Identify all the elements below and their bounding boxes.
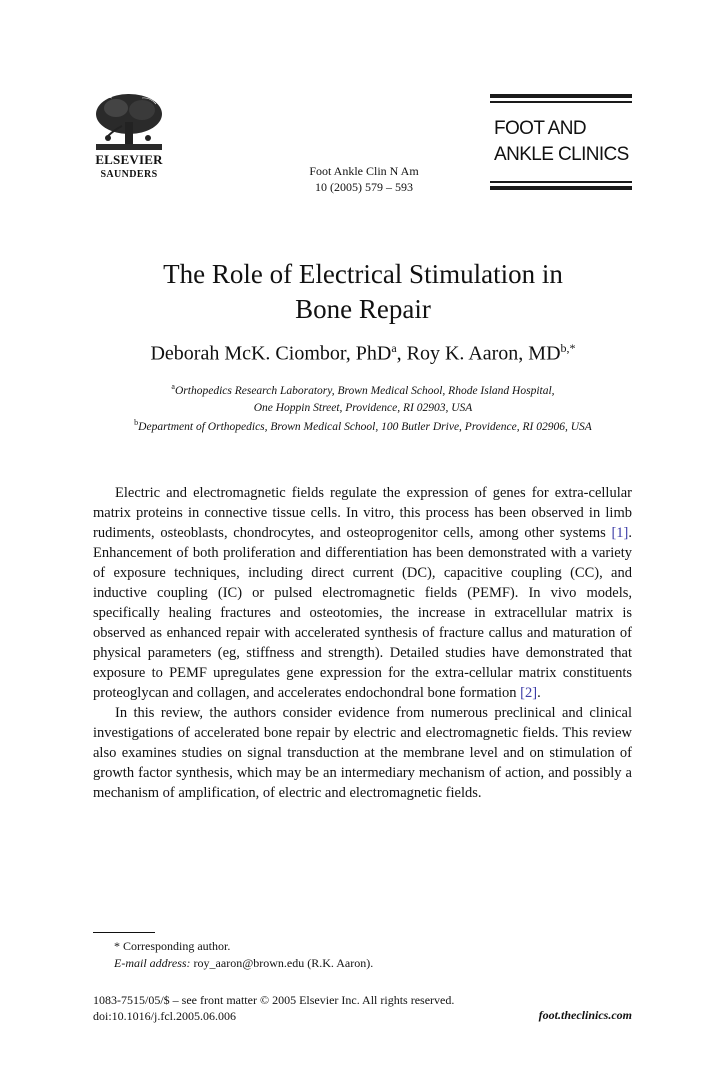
affil-text: Orthopedics Research Laboratory, Brown Medical School, Rhode Island Hospital, [174, 384, 555, 397]
author-name: Deborah McK. Ciombor, PhD [150, 342, 392, 365]
masthead-rule [490, 181, 632, 183]
paragraph-text: . Enhancement of both proliferation and differentiation has been demonstrated with a variety of exposure techniques, including direct current (DC), capacitive coupling (CC), and inductive coupling (IC) or pulsed electromagnetic fields (PEMF). In vivo models, specifically healing fractures and osteotomies, the increase in extracellular matrix is observed as enhanced repair with accelerated synthesis of fracture callus and maturation of physical parameters (eg, stiffness and strength). Detailed studies have demonstrated that exposure to PEMF upregulates gene expression for the extra-cellular matrix constituents proteoglycan and collagen, and accelerates endochondral bone formation [93, 525, 632, 701]
footnotes [114, 938, 614, 972]
citation-volume-pages: 10 (2005) 579 – 593 [315, 180, 413, 194]
affil-mark: a [171, 382, 175, 391]
masthead-rule [490, 94, 632, 98]
paragraph [93, 483, 632, 703]
citation-journal: Foot Ankle Clin N Am [309, 164, 419, 178]
copyright-line: 1083-7515/05/$ – see front matter © 2005 Elsevier Inc. All rights reserved. [93, 993, 455, 1007]
journal-masthead [490, 92, 632, 190]
title-line: Bone Repair [295, 294, 431, 324]
article-body [93, 483, 632, 803]
citation [280, 163, 448, 195]
reference-link[interactable]: [2] [520, 685, 538, 701]
affiliation-a [90, 378, 636, 417]
publisher-name: ELSEVIER [95, 152, 163, 167]
email-address[interactable]: roy_aaron@brown.edu (R.K. Aaron). [190, 956, 374, 970]
author-affil-mark: b,* [560, 341, 576, 355]
doi[interactable]: doi:10.1016/j.fcl.2005.06.006 [93, 1009, 236, 1023]
title-line: The Role of Electrical Stimulation in [163, 259, 563, 289]
affil-mark: b [134, 418, 139, 427]
article-title [80, 257, 646, 327]
footnote-rule [93, 932, 155, 933]
masthead-rule [490, 101, 632, 103]
reference-link[interactable]: [1] [611, 525, 629, 541]
paragraph-text: . [537, 685, 541, 701]
authors [80, 341, 646, 366]
elsevier-tree-icon [92, 92, 166, 152]
masthead-rule [490, 186, 632, 190]
publisher-imprint: SAUNDERS [100, 169, 158, 180]
journal-name-line: ANKLE CLINICS [494, 144, 629, 165]
affiliation-b [90, 414, 636, 436]
paragraph: In this review, the authors consider evidence from numerous preclinical and clinical investigations of accelerated bone repair by electric and electromagnetic fields. This review also examines studies on signal transduction at the membrane level and on stimulation of growth factor synthesis, which may be an intermediary mechanism of action, and possibly a mechanism of amplification, of electric and electromagnetic fields. [93, 705, 632, 801]
paragraph-text: Electric and electromagnetic fields regulate the expression of genes for extra-cellular matrix proteins in connective tissue cells. In vitro, this process has been observed in limb rudiments, osteoblasts, chondrocytes, and osteoprogenitor cells, among other systems [93, 485, 632, 541]
email-label: E-mail address: [114, 956, 191, 970]
journal-name [494, 116, 632, 168]
author-name: Roy K. Aaron, MD [406, 342, 561, 365]
corresponding-author-note: * Corresponding author. [114, 939, 231, 953]
journal-name-line: FOOT AND [494, 118, 586, 139]
elsevier-logo [92, 92, 166, 188]
author-affil-mark: a [391, 341, 397, 355]
author-separator: , [396, 342, 407, 365]
email-note [114, 955, 614, 972]
affil-text: One Hoppin Street, Providence, RI 02903, USA [253, 401, 473, 414]
journal-website[interactable]: foot.theclinics.com [538, 1008, 632, 1022]
affil-text: Department of Orthopedics, Brown Medical School, 100 Butler Drive, Providence, RI 02906, USA [138, 420, 592, 433]
